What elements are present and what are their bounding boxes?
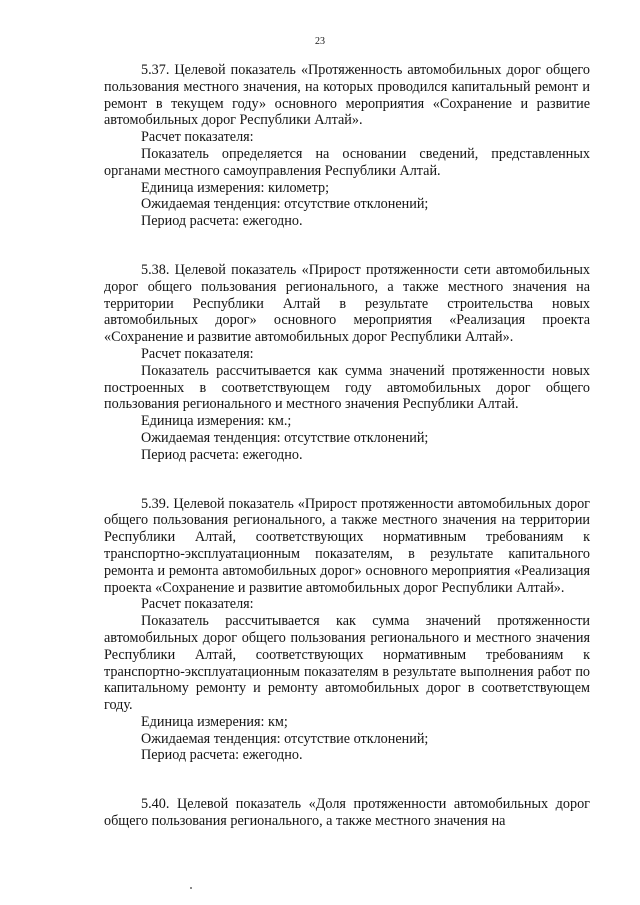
unit-of-measure: Единица измерения: километр; xyxy=(141,179,330,196)
scan-dot xyxy=(190,887,192,889)
unit-of-measure: Единица измерения: км; xyxy=(141,713,288,730)
calculation-heading: Расчет показателя: xyxy=(141,596,254,613)
document-body xyxy=(104,62,590,862)
calculation-heading: Расчет показателя: xyxy=(141,345,254,362)
indicator-description: 5.38. Целевой показатель «Прирост протяженности сети автомобильных дорог общего пользования регионального, а также местного значения на территории Республики Алтай в результате строительства новых автомобильных дорог» основного мероприятия «Реализация проекта «Сохранение и развитие автомобильных дорог Республики Алтай». xyxy=(104,261,590,346)
unit-of-measure: Единица измерения: км.; xyxy=(141,413,292,430)
calculation-period: Период расчета: ежегодно. xyxy=(141,446,303,463)
indicator-description: 5.39. Целевой показатель «Прирост протяженности автомобильных дорог общего пользования регионального, а также местного значения на территории Республики Алтай, соответствующих нормативным требованиям к транспортно-эксплуатационным показателям, в результате капитального ремонта и ремонта автомобильных дорог» основного мероприятия «Реализация проекта «Сохранение и развитие автомобильных дорог Республики Алтай». xyxy=(104,495,590,596)
expected-trend: Ожидаемая тенденция: отсутствие отклонений; xyxy=(141,730,429,747)
indicator-section-5-38 xyxy=(104,262,590,464)
indicator-section-5-37 xyxy=(104,62,590,230)
expected-trend: Ожидаемая тенденция: отсутствие отклонений; xyxy=(141,196,429,213)
indicator-section-5-39 xyxy=(104,496,590,765)
expected-trend: Ожидаемая тенденция: отсутствие отклонений; xyxy=(141,429,429,446)
calculation-period: Период расчета: ежегодно. xyxy=(141,747,303,764)
calculation-text: Показатель рассчитывается как сумма значений протяженности автомобильных дорог общего пользования регионального и местного значения Республики Алтай, соответствующих нормативным требованиям к транспортно-эксплуатационным показателям в результате выполнения работ по капитальному ремонту и ремонту автомобильных дорог в соответствующем году. xyxy=(104,613,590,714)
calculation-heading: Расчет показателя: xyxy=(141,129,254,146)
indicator-description: 5.40. Целевой показатель «Доля протяженности автомобильных дорог общего пользования регионального, а также местного значения на xyxy=(104,796,590,830)
page-number: 23 xyxy=(315,36,325,47)
calculation-text: Показатель определяется на основании сведений, представленных органами местного самоуправления Республики Алтай. xyxy=(104,145,590,179)
indicator-description: 5.37. Целевой показатель «Протяженность автомобильных дорог общего пользования местного значения, на которых проводился капитальный ремонт и ремонт в текущем году» основного мероприятия «Сохранение и развитие автомобильных дорог Республики Алтай». xyxy=(104,62,590,129)
indicator-section-5-40 xyxy=(104,796,590,830)
calculation-period: Период расчета: ежегодно. xyxy=(141,213,303,230)
calculation-text: Показатель рассчитывается как сумма значений протяженности новых построенных в соответствующем году автомобильных дорог общего пользования регионального и местного значения Республики Алтай. xyxy=(104,362,590,413)
